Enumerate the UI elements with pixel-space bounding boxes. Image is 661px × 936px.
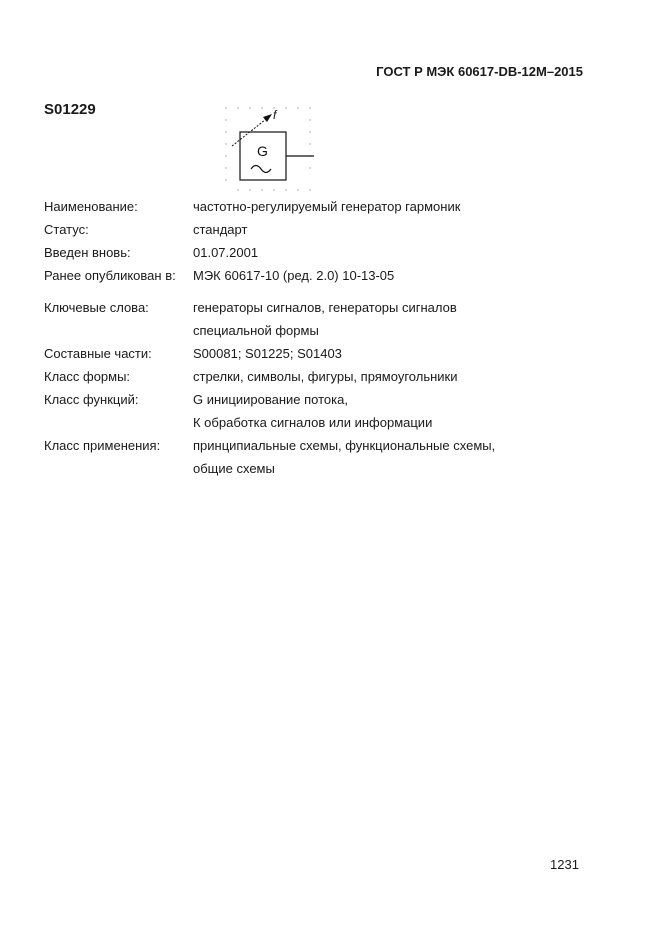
value: G инициирование потока, xyxy=(193,392,348,407)
row-shape-class xyxy=(44,365,495,388)
label: Введен вновь: xyxy=(44,245,131,260)
label: Класс формы: xyxy=(44,369,131,384)
row-introduced xyxy=(44,241,495,264)
symbol-code: S01229 xyxy=(44,101,96,118)
value: стрелки, символы, фигуры, прямоугольники xyxy=(193,369,458,384)
label: Наименование: xyxy=(44,199,138,214)
value: S00081; S01225; S01403 xyxy=(193,346,342,361)
label: Класс применения: xyxy=(44,438,161,453)
svg-text:G: G xyxy=(257,143,268,159)
row-application-class xyxy=(44,434,495,480)
row-name xyxy=(44,195,495,218)
value: К обработка сигналов или информации xyxy=(193,415,433,430)
harmonic-generator-symbol-icon xyxy=(222,104,318,192)
label: Ключевые слова: xyxy=(44,300,149,315)
row-status xyxy=(44,218,495,241)
value: генераторы сигналов, генераторы сигналов xyxy=(193,300,457,315)
row-published xyxy=(44,264,495,287)
attributes-table xyxy=(44,195,495,480)
row-keywords xyxy=(44,296,495,342)
value: 01.07.2001 xyxy=(193,245,259,260)
value: принципиальные схемы, функциональные схемы, xyxy=(193,438,496,453)
label: Статус: xyxy=(44,222,89,237)
row-function-class xyxy=(44,388,495,434)
value: МЭК 60617-10 (ред. 2.0) 10-13-05 xyxy=(193,268,395,283)
label: Составные части: xyxy=(44,346,152,361)
value: частотно-регулируемый генератор гармоник xyxy=(193,199,461,214)
page-number: 1231 xyxy=(550,857,579,872)
value: стандарт xyxy=(193,222,248,237)
label: Ранее опубликован в: xyxy=(44,268,176,283)
value: специальной формы xyxy=(193,323,319,338)
label: Класс функций: xyxy=(44,392,139,407)
value: общие схемы xyxy=(193,461,275,476)
svg-text:f: f xyxy=(273,108,277,122)
row-components xyxy=(44,342,495,365)
document-header: ГОСТ Р МЭК 60617-DB-12M–2015 xyxy=(376,64,583,79)
